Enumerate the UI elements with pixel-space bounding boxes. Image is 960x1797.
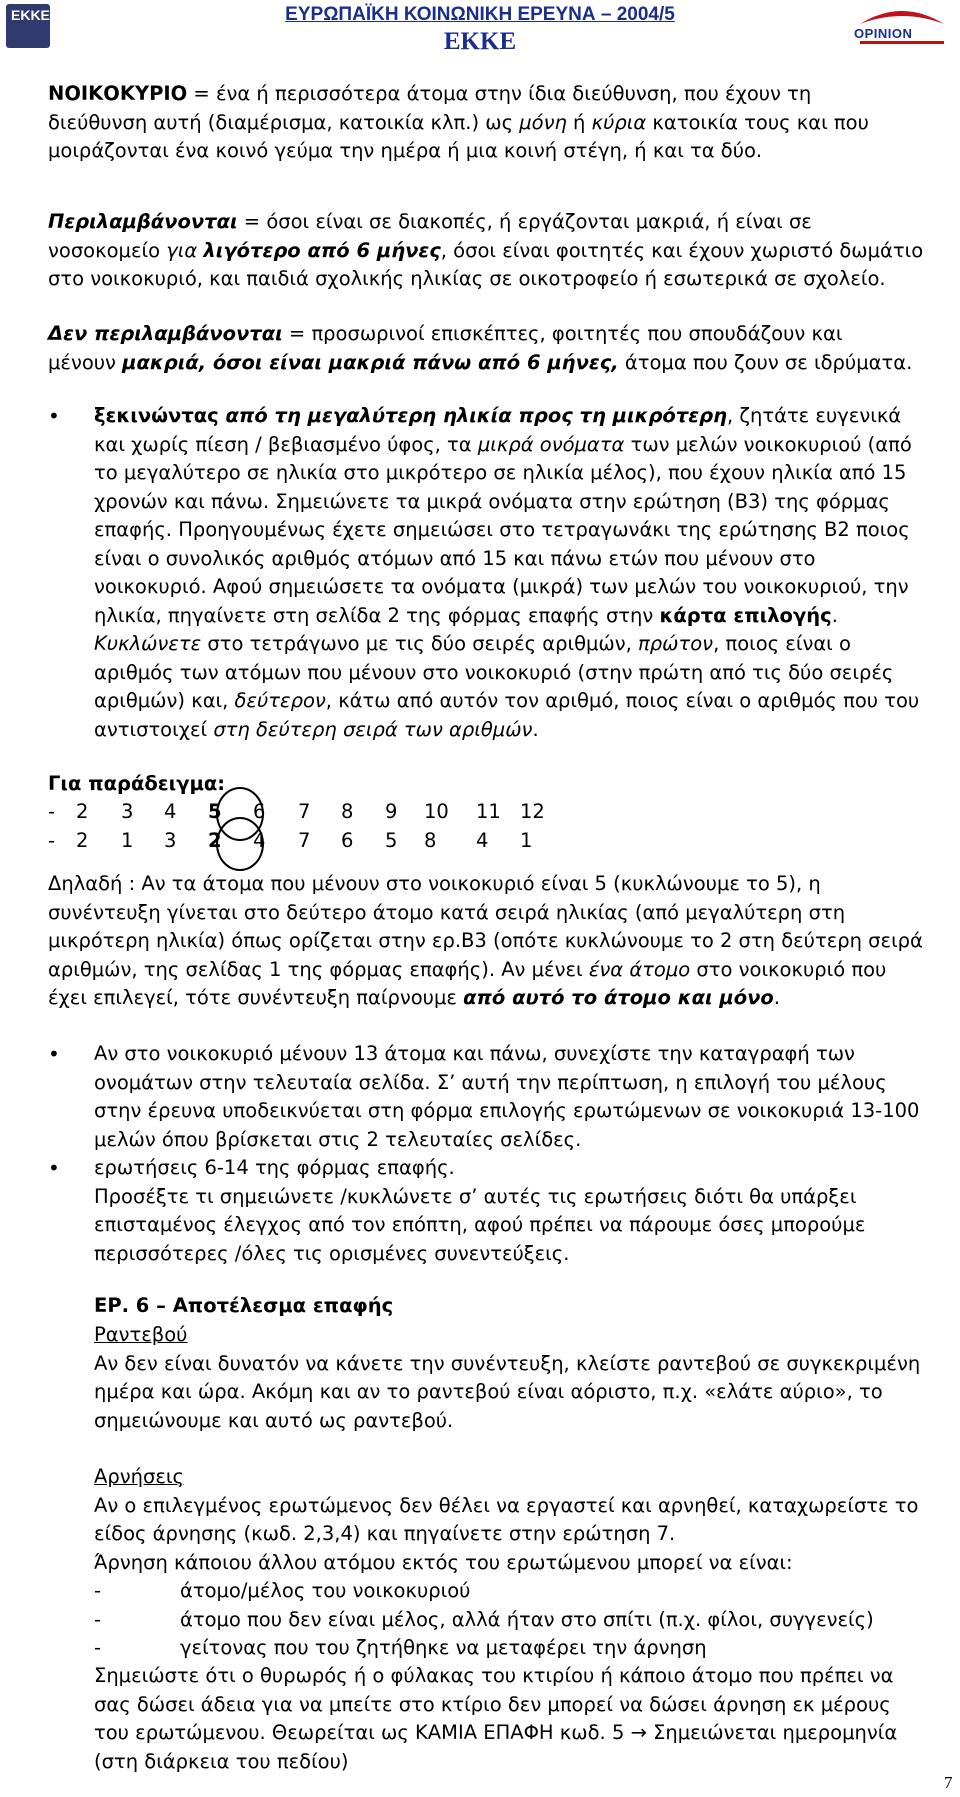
header-subtitle: ΕΚΚΕ — [443, 28, 517, 55]
list-item: γείτονας που του ζητήθηκε να μεταφέρει την άρνηση — [180, 1636, 707, 1659]
text: , ζητάτε ευγενικά — [726, 404, 902, 427]
subheading-refusals: Αρνήσεις — [94, 1465, 184, 1488]
text: μοιράζονται ένα κοινό γεύμα την ημέρα ή μια κοινή στέγη, ή και τα δύο. — [48, 139, 763, 162]
example-number-cell: 5 — [208, 800, 222, 823]
header-title: ΕΥΡΩΠΑΪΚΗ ΚΟΙΝΩΝΙΚΗ ΕΡΕΥΝΑ – 2004/5 — [285, 4, 675, 25]
refusals-section — [94, 1463, 954, 1577]
text: σας δώσει άδεια για να μπείτε στο κτίριο δεν μπορεί να δώσει άρνηση εκ μέρους — [94, 1692, 891, 1716]
term-excluded: Δεν περιλαμβάνονται — [48, 322, 283, 345]
text-italic: στη δεύτερη σειρά των αριθμών — [213, 717, 533, 741]
contact-form-questions — [94, 1154, 954, 1268]
example-number-cell: 4 — [164, 800, 177, 823]
opinion-logo-icon — [850, 4, 954, 48]
text: = προσωρινοί επισκέπτες, φοιτητές που σπουδάζουν και — [282, 322, 843, 345]
subheading-appointment: Ραντεβού — [94, 1323, 188, 1346]
text: Αν ο επιλεγμένος ερωτώμενος δεν θέλει να εργαστεί και αρνηθεί, καταχωρείστε το — [94, 1493, 919, 1517]
text: Σημειώστε ότι ο θυρωρός ή ο φύλακας του κτιρίου ή κάποιο άτομο που πρέπει να — [94, 1664, 894, 1687]
example-number-cell: 6 — [341, 829, 354, 852]
included-definition — [48, 208, 958, 294]
appointment-section — [94, 1321, 954, 1435]
example-number-cell: 8 — [424, 829, 437, 852]
text: Δηλαδή : Αν τα άτομα που μένουν στο νοικοκυριό είναι 5 (κυκλώνουμε το 5), η — [48, 872, 821, 895]
text: = όσοι είναι σε διακοπές, ή εργάζονται μακριά, ή είναι σε — [237, 210, 812, 233]
selection-instructions — [94, 402, 954, 744]
text: συνέντευξη γίνεται στο δεύτερο άτομο κατά σειρά ηλικίας (από μεγαλύτερη στη — [48, 900, 846, 924]
text: Αν στο νοικοκυριό μένουν 13 άτομα και πάνω, συνεχίστε την καταγραφή των — [94, 1042, 855, 1065]
bullet-icon: • — [48, 1042, 60, 1066]
text-italic: μικρά ονόματα — [477, 432, 625, 456]
example-number-cell: 1 — [520, 829, 533, 852]
text: = ένα ή περισσότερα άτομα στην ίδια διεύθυνση, που έχουν τη — [187, 82, 812, 105]
example-number-cell: 12 — [520, 800, 545, 823]
text-italic: Κυκλώνετε — [94, 632, 202, 655]
section-title-ep6: ΕΡ. 6 – Αποτέλεσμα επαφής — [94, 1294, 394, 1317]
text: . — [532, 717, 539, 741]
text: μικρότερη ηλικία) όπως ορίζεται στην ερ.Β3 (οπότε κυκλώνουμε το 2 στη δεύτερη σειρά — [48, 929, 923, 952]
text-italic: κύρια — [591, 110, 647, 134]
text: περισσότερες /όλες τις ορισμένες συνεντεύξεις. — [94, 1241, 570, 1265]
excluded-definition — [48, 320, 958, 377]
text: μένουν — [48, 350, 123, 374]
example-number-cell: 4 — [253, 829, 266, 852]
text: νοικοκυριό. Αφού σημειώσετε τα ονόματα (μικρά) των μελών του νοικοκυριού, την — [94, 575, 909, 598]
text: είδος άρνησης (κωδ. 2,3,4) και πηγαίνετε στην ερώτηση 7. — [94, 1522, 676, 1545]
text-italic: για — [166, 238, 204, 262]
example-number-cell: - — [48, 829, 56, 852]
example-number-cell: 10 — [424, 800, 449, 823]
example-number-cell: - — [48, 800, 56, 823]
example-number-cell: 2 — [208, 829, 222, 852]
text: (στη διάρκεια του πεδίου) — [94, 1749, 349, 1773]
text: αριθμός των ατόμων που μένουν στο νοικοκυριό (στην πρώτη από τις δύο σειρές — [94, 660, 894, 684]
list-item: άτομο που δεν είναι μέλος, αλλά ήταν στο σπίτι (π.χ. φίλοι, συγγενείς) — [180, 1607, 874, 1631]
text: στο τετράγωνο με τις δύο σειρές αριθμών, — [201, 632, 639, 655]
example-number-cell: 7 — [298, 829, 311, 852]
dash-icon: - — [94, 1636, 102, 1659]
text: έχει επιλεγεί, τότε συνέντευξη παίρνουμε — [48, 986, 464, 1009]
text: ονομάτων στην τελευταία σελίδα. Σ’ αυτή την περίπτωση, η επιλογή του μέλους — [94, 1070, 887, 1094]
text: επαφής. Προηγουμένως έχετε σημειώσει στο τετραγωνάκι της ερώτησης Β2 ποιος — [94, 518, 910, 541]
page-number: 7 — [944, 1773, 953, 1792]
text: χρονών και πάνω. Σημειώνετε τα μικρά ονόματα στην ερώτηση (Β3) της φόρμας — [94, 489, 890, 513]
text-italic: μόνη — [519, 110, 567, 134]
text: ή — [566, 110, 592, 134]
text: του ερωτώμενου. Θεωρείται ως ΚΑΜΙΑ ΕΠΑΦΗ κωδ. 5 → Σημειώνεται ημερομηνία — [94, 1721, 898, 1744]
example-number-cell: 9 — [385, 800, 398, 823]
text: . — [831, 603, 838, 627]
example-explanation — [48, 870, 958, 1013]
text-bold-italic: λιγότερο από 6 μήνες — [203, 238, 441, 262]
text: , ποιος είναι ο — [713, 632, 851, 655]
large-household-note — [94, 1040, 954, 1154]
dash-icon: - — [94, 1607, 102, 1631]
text: στην έρευνα υποδεικνύεται στη φόρμα επιλογής ερωτώμενων σε νοικοκυριά 13-100 — [94, 1099, 920, 1122]
text: κατοικία τους και που — [646, 110, 869, 134]
example-number-cell: 5 — [385, 829, 398, 852]
example-title: Για παράδειγμα: — [48, 772, 226, 795]
text: νοσοκομείο — [48, 238, 167, 262]
doorman-note — [94, 1662, 954, 1776]
example-number-cell: 1 — [121, 829, 134, 852]
example-number-cell: 11 — [476, 800, 501, 823]
text: ερωτήσεις 6-14 της φόρμας επαφής. — [94, 1156, 455, 1179]
text: ημέρα και ώρα. Ακόμη και αν το ραντεβού είναι αόριστο, π.χ. «ελάτε αύριο», το — [94, 1380, 883, 1403]
example-number-cell: 2 — [76, 800, 89, 823]
circle-mark-icon — [216, 817, 264, 871]
example-number-cell: 3 — [121, 800, 134, 823]
example-number-cell: 2 — [76, 829, 89, 852]
logo-text: ΕΚΚΕ — [11, 7, 50, 23]
text-bold: κάρτα επιλογής — [659, 603, 832, 627]
text: είναι ο συνολικός αριθμός ατόμων από 15 και πάνω ετών που μένουν στο — [94, 546, 816, 570]
text: και χωρίς πίεση / βεβιασμένο ύφος, τα — [94, 432, 478, 456]
text-bold-italic: από τη μεγαλύτερη ηλικία προς τη μικρότερη — [225, 404, 727, 427]
text-italic: πρώτον — [638, 632, 714, 655]
refusal-types-list — [180, 1577, 950, 1663]
text: μελών όπου βρίσκεται στις 2 τελευταίες σελίδες. — [94, 1127, 582, 1151]
text-bold-italic: μακριά, όσοι είναι μακριά πάνω από 6 μήνες, — [122, 350, 619, 374]
text: . — [773, 986, 780, 1009]
term-household: ΝΟΙΚΟΚΥΡΙΟ — [48, 82, 188, 105]
opinion-logo-swoosh — [850, 4, 954, 28]
dash-icon: - — [94, 1579, 102, 1602]
text: σημειώνουμε και αυτό ως ραντεβού. — [94, 1408, 454, 1432]
text: , όσοι είναι φοιτητές και έχουν χωριστό δωμάτιο — [440, 238, 924, 262]
example-number-cell: 4 — [476, 829, 489, 852]
text: αντιστοιχεί — [94, 717, 214, 741]
term-included: Περιλαμβάνονται — [48, 210, 238, 233]
bullet-icon: • — [48, 404, 60, 428]
text-bold-italic: από αυτό το άτομο και μόνο — [463, 986, 774, 1009]
text: ηλικία, πηγαίνετε στη σελίδα 2 της φόρμας επαφής στην — [94, 603, 660, 627]
dash-markers — [94, 1577, 124, 1663]
list-item: άτομο/μέλος του νοικοκυριού — [180, 1579, 471, 1602]
opinion-logo-bar — [860, 41, 944, 44]
text-italic: δεύτερον — [234, 689, 326, 712]
example-number-cell: 8 — [341, 800, 354, 823]
text: , κάτω από αυτόν τον αριθμό, ποιος είναι ο αριθμός που του — [325, 689, 920, 712]
text: των μελών νοικοκυριού (από — [624, 432, 912, 456]
example-number-cell: 7 — [298, 800, 311, 823]
text: στο νοικοκυριό, και παιδιά σχολικής ηλικίας σε οικοτροφείο ή εσωτερικά σε σχολείο. — [48, 267, 886, 290]
text-italic: ένα άτομο — [588, 957, 691, 981]
text: διεύθυνση αυτή (διαμέρισμα, κατοικία κλπ.) ως — [48, 110, 520, 134]
text: Άρνηση κάποιου άλλου ατόμου εκτός του ερωτώμενου μπορεί να είναι: — [94, 1550, 793, 1574]
text: επισταμένος έλεγχος από τον επόπτη, αφού πρέπει να πάρουμε όσες μπορούμε — [94, 1213, 866, 1236]
opinion-logo-text: OPINION — [854, 26, 913, 41]
household-definition — [48, 80, 958, 166]
text: Προσέξτε τι σημειώνετε /κυκλώνετε σ’ αυτές τις ερωτήσεις διότι θα υπάρξει — [94, 1184, 857, 1208]
example-number-cell: 3 — [164, 829, 177, 852]
text: αριθμών) και, — [94, 689, 235, 712]
text: άτομα που ζουν σε ιδρύματα. — [618, 350, 913, 374]
text: το μεγαλύτερο σε ηλικία στο μικρότερο σε ηλικία μέλος), που έχουν ηλικία από 15 — [94, 461, 907, 484]
bullet-icon: • — [48, 1156, 60, 1180]
text: στο νοικοκυριό που — [690, 957, 887, 981]
example-number-cell: 6 — [253, 800, 266, 823]
text: αριθμών, της σελίδας 1 της φόρμας επαφής). Αν μένει — [48, 957, 589, 981]
text: Αν δεν είναι δυνατόν να κάνετε την συνέντευξη, κλείστε ραντεβού σε συγκεκριμένη — [94, 1351, 921, 1375]
text-bold: ξεκινώντας — [94, 404, 226, 427]
